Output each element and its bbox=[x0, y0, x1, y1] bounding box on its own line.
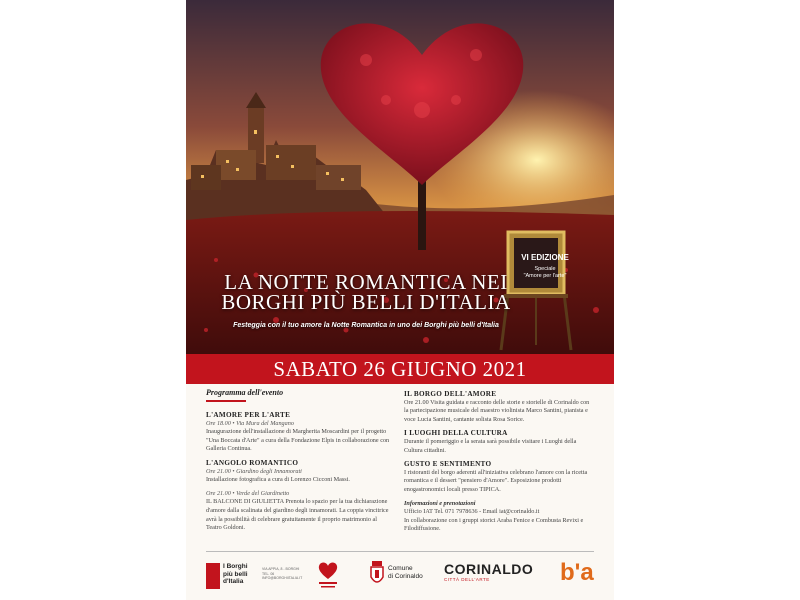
program-label: Programma dell'evento bbox=[206, 388, 284, 397]
program-item-text: Ore 21.00 Visita guidata e racconto delle storie e storielle di Corinaldo con la partecipazione musicale del maestro violinista Marco Santini, pianista e voce Lucia Santini, cantante solista Rosa Sorice. bbox=[404, 398, 590, 423]
borghi-line-3: d'Italia bbox=[223, 578, 244, 585]
comune-line-2: di Corinaldo bbox=[388, 573, 423, 580]
program-item bbox=[404, 460, 594, 494]
headline-line-1: LA NOTTE ROMANTICA NEI bbox=[224, 270, 508, 294]
program-item bbox=[404, 390, 594, 424]
program-item-title: L'AMORE PER L'ARTE bbox=[206, 411, 291, 419]
headline-subline: Festeggia con il tuo amore la Notte Romantica in uno dei Borghi più belli d'Italia bbox=[233, 322, 499, 329]
edition-sub-2: "Amore per l'arte" bbox=[523, 273, 567, 279]
corinaldo-logo bbox=[444, 561, 534, 591]
info-title: Informazioni e prenotazioni bbox=[404, 499, 476, 507]
borghi-line-1: I Borghi bbox=[223, 563, 248, 570]
borghi-line-2: più belli bbox=[223, 570, 248, 578]
program-left-column bbox=[206, 409, 394, 538]
program-item-time: Ore 18.00 • Via Mura del Mangano bbox=[206, 419, 294, 427]
program-item bbox=[404, 429, 594, 455]
headline-line-2: BORGHI PIÙ BELLI D'ITALIA bbox=[221, 290, 511, 314]
edition-sub-1: Speciale bbox=[534, 266, 556, 272]
borghi-logo bbox=[206, 563, 258, 591]
program-item bbox=[206, 411, 394, 454]
program-item-text: IL BALCONE DI GIULIETTA Prenota lo spazio per la tua dichiarazione d'amore dalla scalinata del giardino degli innamorati. La coppia vincitrice avrà la possibilità di celebrare gratuitamente il proprio matrimonio al Teatro Goldoni. bbox=[206, 498, 389, 532]
program-item-title: I LUOGHI DELLA CULTURA bbox=[404, 429, 508, 438]
info-contact: Ufficio IAT Tel. 071 7978636 - Email iat@corinaldo.it bbox=[404, 508, 540, 516]
sponsor-logos bbox=[206, 559, 596, 595]
info-collaboration: In collaborazione con i gruppi storici Araba Fenice e Combusta Revixi e Filodiffusione. bbox=[404, 516, 584, 533]
comune-line-1: Comune bbox=[388, 565, 413, 572]
program-item bbox=[206, 490, 394, 533]
event-headline bbox=[186, 272, 546, 312]
comune-logo bbox=[369, 561, 435, 593]
program-item-time: Ore 21.00 • Verde del Giardinetto bbox=[206, 489, 290, 497]
program-item-title: IL BORGO DELL'AMORE bbox=[404, 390, 497, 398]
program-item-time: Ore 21.00 • Giardino degli Innamorati bbox=[206, 467, 302, 475]
comune-crest-icon bbox=[369, 561, 385, 587]
corinaldo-wordmark: CORINALDO bbox=[444, 561, 534, 577]
borghi-emblem-icon bbox=[206, 563, 220, 589]
ba-logo: b'a bbox=[560, 559, 594, 586]
corinaldo-sub: CITTÀ DELL'ARTE bbox=[444, 577, 490, 582]
program-right-column bbox=[404, 388, 594, 534]
edition-subtitle bbox=[516, 266, 574, 280]
program-item-title: GUSTO E SENTIMENTO bbox=[404, 460, 492, 469]
event-poster bbox=[186, 0, 614, 600]
program-item-title: L'ANGOLO ROMANTICO bbox=[206, 458, 299, 467]
borghi-address: VIA APPIA, 8 - BORGHI TEL. 06 INFO@BORGHIITALIA.IT bbox=[262, 567, 303, 580]
heart-logo-icon bbox=[316, 561, 340, 591]
program-item-text: Installazione fotografica a cura di Lorenzo Cicconi Massi. bbox=[206, 476, 350, 484]
program-item-text: I ristoranti del borgo aderenti all'iniziativa celebrano l'amore con la ricetta romantica e il dessert "pensiero d'Amore". Esposizione prodotti enogastronomici locali presso TIPICA. bbox=[404, 468, 588, 493]
program-divider bbox=[206, 400, 246, 402]
footer-divider bbox=[206, 551, 594, 552]
event-date: SABATO 26 GIUGNO 2021 bbox=[186, 354, 614, 384]
program-item-text: Inaugurazione dell'installazione di Margherita Moscardini per il progetto "Una Boccata d'Arte" a cura della Fondazione Elpis in collaborazione con Galleria Continua. bbox=[206, 428, 390, 453]
program-item-text: Durante il pomeriggio e la serata sarà possibile visitare i Luoghi della Cultura cittadini. bbox=[404, 437, 577, 454]
program-item bbox=[206, 459, 394, 485]
edition-title: VI EDIZIONE bbox=[521, 253, 569, 262]
